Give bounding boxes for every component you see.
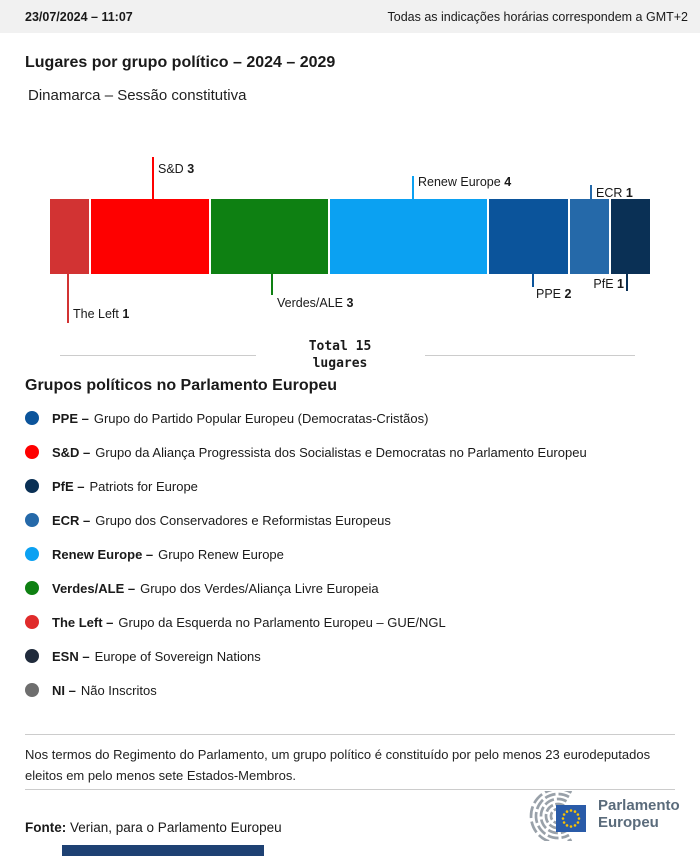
page-subtitle: Dinamarca – Sessão constitutiva	[28, 87, 247, 104]
callout-name: PfE	[593, 277, 614, 291]
callout-line-sd	[152, 157, 154, 199]
callout-label-the-left	[73, 307, 129, 321]
timezone-note: Todas as indicações horárias correspondem a GMT+2	[387, 9, 688, 24]
legend-dot-esn	[25, 649, 39, 663]
callout-seats: 1	[122, 307, 130, 321]
legend-abbr: PfE –	[52, 478, 85, 494]
callout-seats: 4	[504, 175, 512, 189]
callout-name: Renew Europe	[418, 175, 501, 189]
source-line	[25, 820, 282, 835]
legend-name: Europe of Sovereign Nations	[94, 648, 261, 664]
legend-item-ppe	[25, 401, 685, 435]
legend-abbr: ECR –	[52, 512, 91, 528]
callout-seats: 3	[187, 162, 195, 176]
callout-name: ECR	[596, 186, 623, 200]
legend-item-s-d	[25, 435, 685, 469]
bar-segment-pfe[interactable]	[611, 199, 650, 274]
callout-seats: 2	[564, 287, 572, 301]
bar-segment-verdes-ale[interactable]	[211, 199, 329, 274]
callout-name: S&D	[158, 162, 184, 176]
legend-name: Grupo da Aliança Progressista dos Socialistas e Democratas no Parlamento Europeu	[95, 444, 587, 460]
legend-heading: Grupos políticos no Parlamento Europeu	[25, 377, 338, 394]
ep-logo-line1: Parlamento	[598, 797, 680, 814]
callout-label-ppe	[536, 287, 571, 301]
ep-logo-text	[598, 797, 680, 831]
legend-dot-the-left	[25, 615, 39, 629]
callout-line-ecr	[590, 185, 592, 199]
callout-seats: 1	[625, 186, 633, 200]
total-seats	[256, 338, 424, 372]
divider-bottom	[25, 789, 675, 790]
page-title: Lugares por grupo político – 2024 – 2029	[25, 54, 336, 71]
legend-item-esn	[25, 639, 685, 673]
legend-abbr: Verdes/ALE –	[52, 580, 136, 596]
legend-name: Grupo do Partido Popular Europeu (Democratas-Cristãos)	[93, 410, 429, 426]
legend-name: Patriots for Europe	[89, 478, 198, 494]
legend-dot-ppe	[25, 411, 39, 425]
callout-line-ppe	[532, 274, 534, 287]
callout-label-ecr	[596, 186, 633, 200]
total-divider-right	[425, 355, 635, 356]
legend-item-verdes-ale	[25, 571, 685, 605]
bar-segment-renew-europe[interactable]	[330, 199, 487, 274]
legend-name: Não Inscritos	[80, 682, 157, 698]
total-divider-left	[60, 355, 256, 356]
legend-abbr: Renew Europe –	[52, 546, 154, 562]
callout-name: PPE	[536, 287, 562, 301]
source-label: Fonte:	[25, 820, 67, 835]
legend-item-renew-europe	[25, 537, 685, 571]
legend-list	[25, 401, 685, 707]
ep-logo	[518, 791, 698, 843]
eu-flag-icon	[556, 805, 586, 832]
callout-name: Verdes/ALE	[277, 296, 344, 310]
divider-top	[25, 734, 675, 735]
callout-label-verdes-ale	[277, 296, 353, 310]
horizontal-scrollbar-thumb[interactable]	[62, 845, 264, 856]
ep-logo-line2: Europeu	[598, 814, 659, 831]
legend-abbr: The Left –	[52, 614, 114, 630]
legend-abbr: ESN –	[52, 648, 90, 664]
legend-dot-ni	[25, 683, 39, 697]
legend-item-ecr	[25, 503, 685, 537]
legend-dot-ecr	[25, 513, 39, 527]
callout-line-renew-europe	[412, 176, 414, 199]
bar-segment-ecr[interactable]	[570, 199, 609, 274]
legend-dot-renew-europe	[25, 547, 39, 561]
callout-line-pfe	[626, 274, 628, 291]
bar-segment-the-left[interactable]	[50, 199, 89, 274]
legend-abbr: S&D –	[52, 444, 91, 460]
bar-segment-s-d[interactable]	[91, 199, 209, 274]
legend-abbr: PPE –	[52, 410, 89, 426]
footnote: Nos termos do Regimento do Parlamento, um grupo político é constituído por pelo menos 23 eurodeputados eleitos em pelo menos sete Estados-Membros.	[25, 747, 651, 784]
callout-name: The Left	[73, 307, 119, 321]
stacked-bar	[50, 199, 650, 274]
callout-line-the-left	[67, 274, 69, 323]
callout-line-verdes-ale	[271, 274, 273, 295]
seats-chart	[0, 150, 700, 338]
legend-item-the-left	[25, 605, 685, 639]
legend-item-ni	[25, 673, 685, 707]
legend-name: Grupo dos Verdes/Aliança Livre Europeia	[140, 580, 379, 596]
total-line2: lugares	[312, 356, 368, 371]
callout-label-sd	[158, 162, 194, 176]
callout-seats: 3	[346, 296, 354, 310]
callout-label-pfe	[593, 277, 624, 291]
legend-dot-s-d	[25, 445, 39, 459]
legend-item-pfe	[25, 469, 685, 503]
callout-seats: 1	[617, 277, 624, 291]
legend-name: Grupo da Esquerda no Parlamento Europeu – GUE/NGL	[118, 614, 446, 630]
legend-abbr: NI –	[52, 682, 76, 698]
legend-name: Grupo dos Conservadores e Reformistas Europeus	[95, 512, 391, 528]
legend-dot-verdes-ale	[25, 581, 39, 595]
callout-label-renew-europe	[418, 175, 511, 189]
datetime-label: 23/07/2024 – 11:07	[25, 9, 133, 24]
legend-name: Grupo Renew Europe	[158, 546, 284, 562]
total-line1: Total 15	[308, 339, 372, 354]
source-text: Verian, para o Parlamento Europeu	[66, 820, 282, 835]
bar-segment-ppe[interactable]	[489, 199, 567, 274]
top-bar	[0, 0, 700, 33]
legend-dot-pfe	[25, 479, 39, 493]
